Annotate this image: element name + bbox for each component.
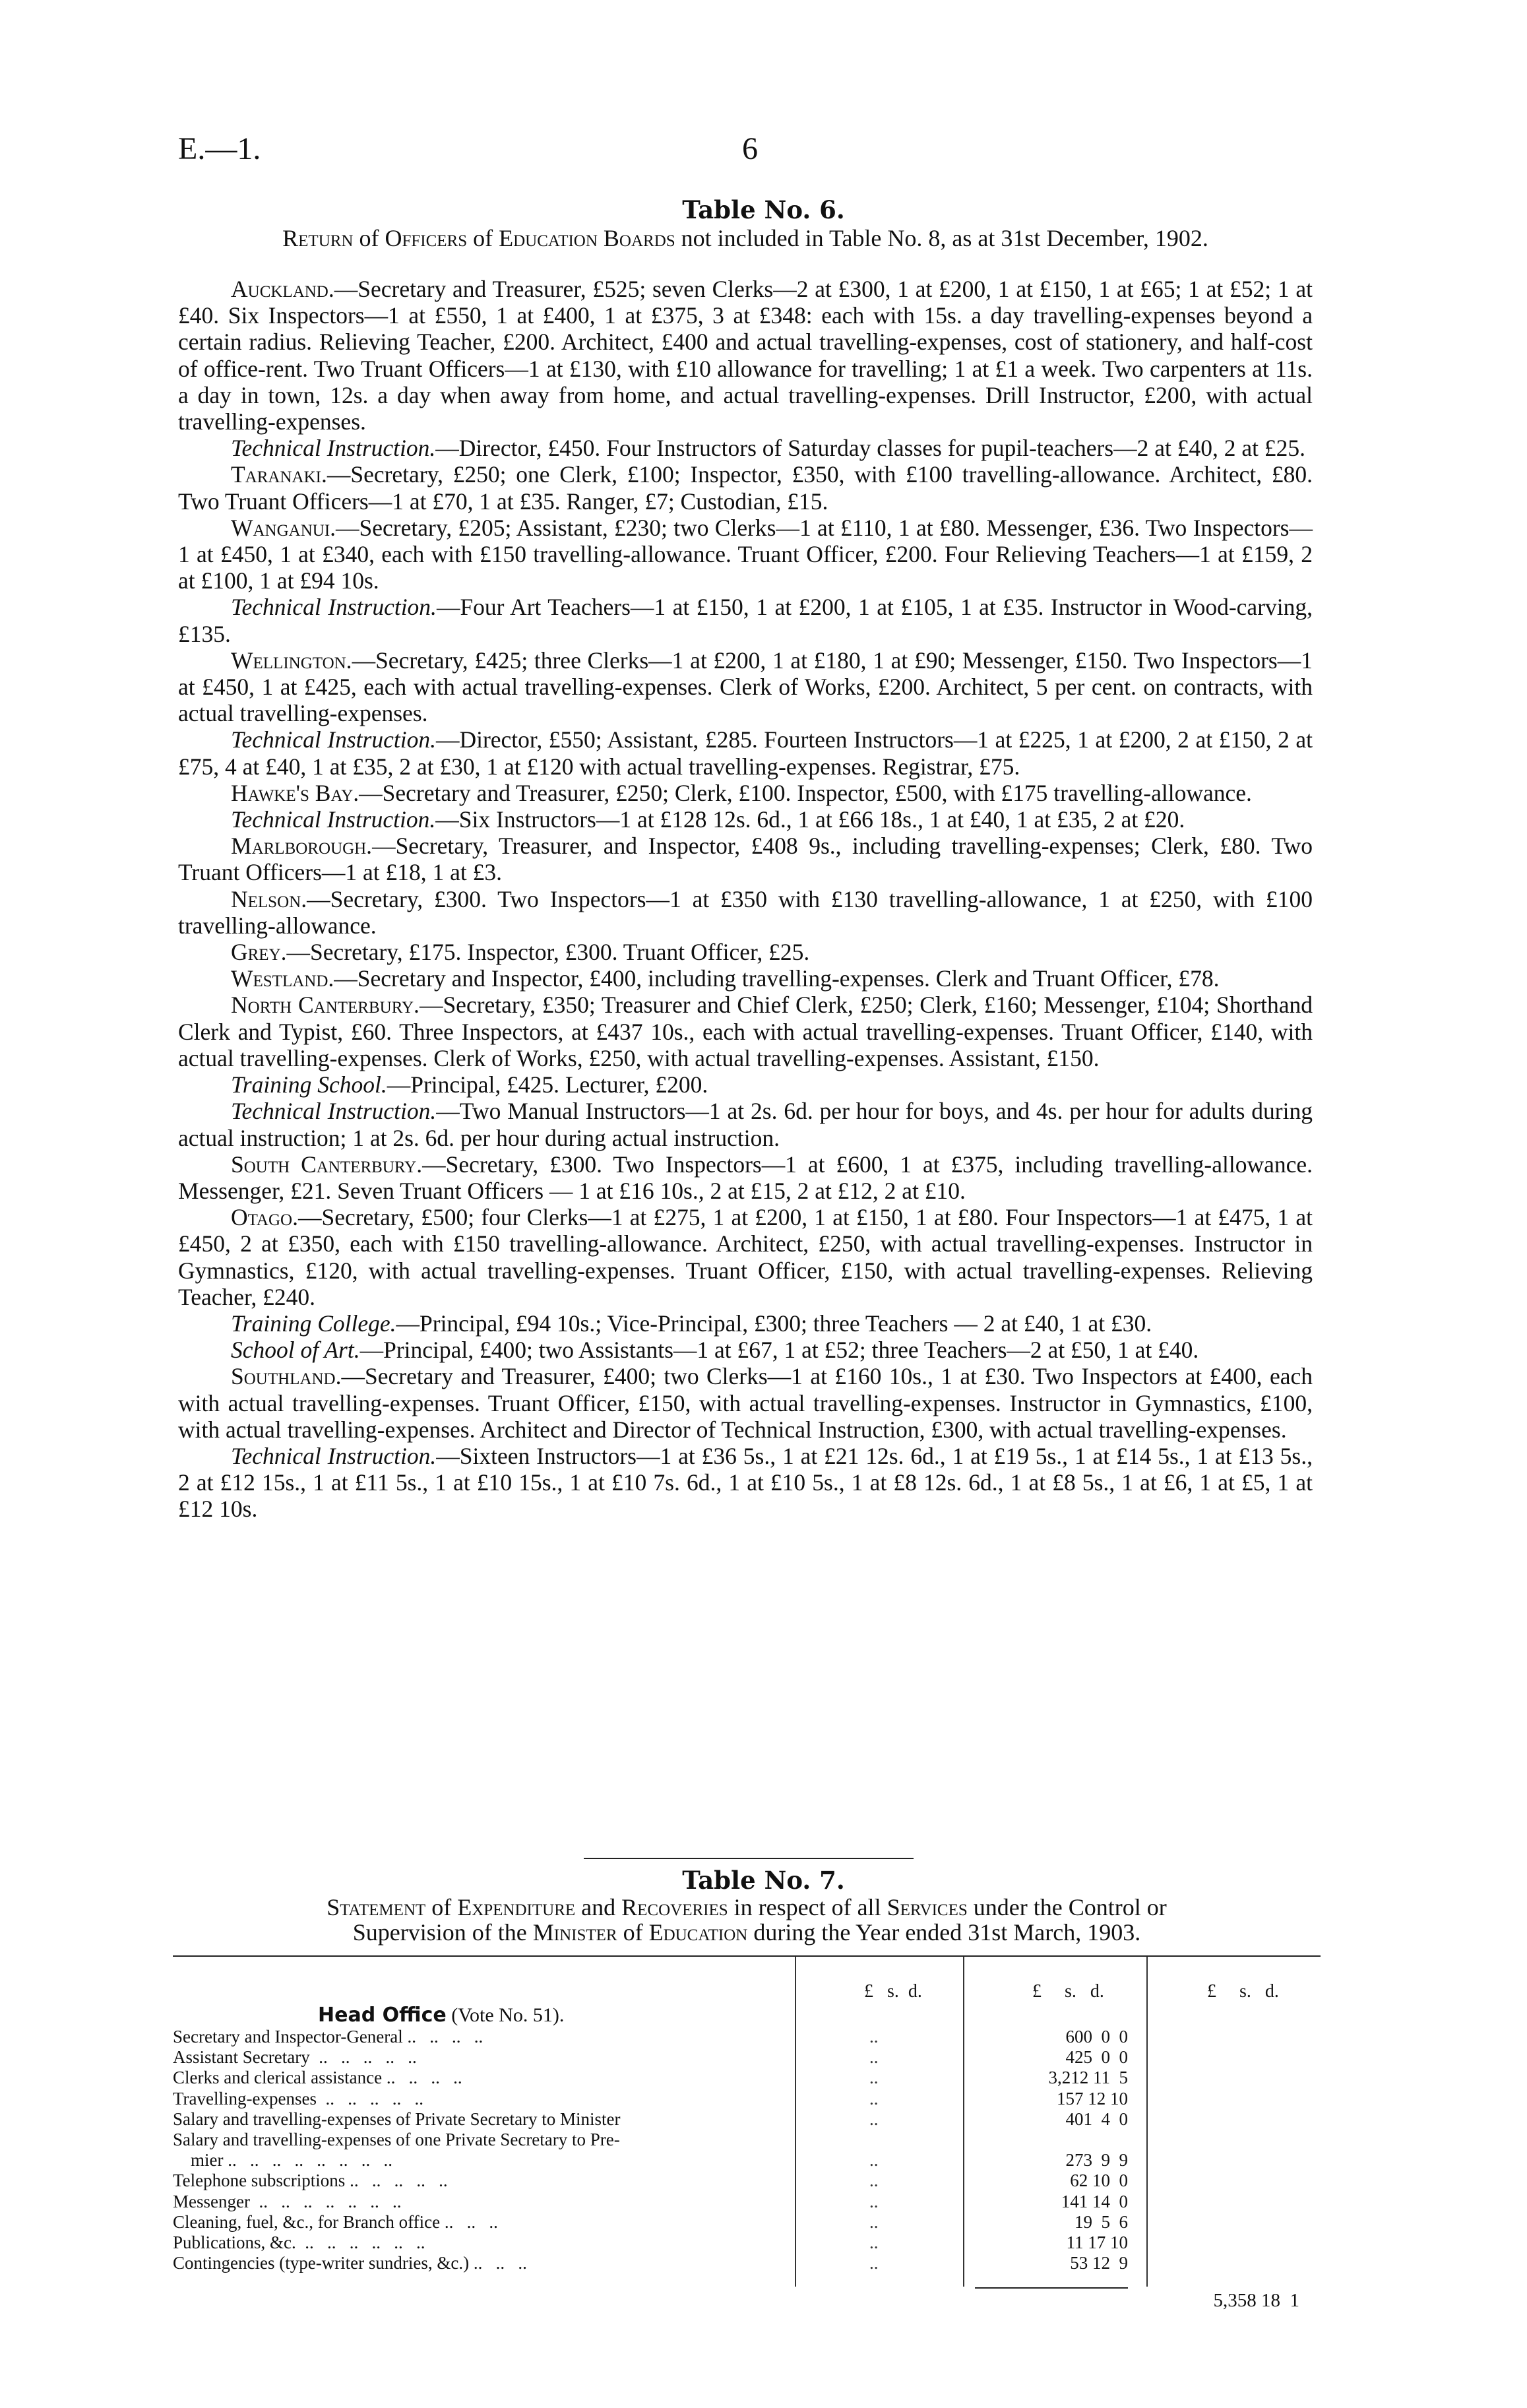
paragraph-text: —Secretary, £425; three Clerks—1 at £200, 1 at £180, 1 at £90; Messenger, £150. Two Inspectors—1 at £450, 1 at £425, each with actual travelling-expenses. Clerk of Works, £200. Architect, 5 per cent. on contracts, with actual travelling-expenses.	[178, 647, 1313, 727]
table7-title: Table No. 7.	[682, 1866, 845, 1895]
row-label-text: Clerks and clerical assistance	[173, 2068, 383, 2087]
table6-caption	[178, 226, 1313, 251]
row-label	[173, 2110, 621, 2128]
amount-cell: 62 10 0	[1070, 2170, 1128, 2190]
caption-part: Supervision of the	[352, 1919, 533, 1946]
paragraph-text: —Secretary, £350; Treasurer and Chief Clerk, £250; Clerk, £160; Messenger, £104; Shorthand Clerk and Typist, £60. Three Inspectors, at £437 10s., each with actual travelling-expenses. Truant Officer, £140, with actual travelling-expenses. Clerk of Works, £250, with actual travelling-expenses. Assistant, £150.	[178, 992, 1313, 1071]
table6-paragraph	[178, 1310, 1313, 1337]
caption-part: Officers	[385, 225, 468, 251]
board-name: Taranaki.	[231, 461, 327, 488]
paragraph-text: —Secretary, Treasurer, and Inspector, £408 9s., including travelling-expenses; Clerk, £80. Two Truant Officers—1 at £18, 1 at £3.	[178, 833, 1313, 886]
amount-cell: 425 0 0	[1065, 2047, 1128, 2067]
board-name: Southland.	[231, 1363, 342, 1390]
table6-paragraph	[178, 886, 1313, 939]
paragraph-text: —Principal, £94 10s.; Vice-Principal, £300; three Teachers — 2 at £40, 1 at £30.	[396, 1310, 1152, 1337]
paragraph-text: —Principal, £425. Lecturer, £200.	[387, 1071, 708, 1098]
row-label	[173, 2131, 620, 2149]
table6-paragraph	[178, 780, 1313, 806]
empty-cell-marker: ..	[869, 2089, 879, 2108]
section-title: Head Office	[318, 2004, 447, 2027]
leader-dots: .. .. .. .. ..	[309, 2047, 417, 2067]
column-header: £ s. d.	[864, 1981, 922, 2002]
table6-paragraph	[178, 806, 1313, 833]
table6-paragraph	[178, 594, 1313, 647]
caption-part: Expenditure	[457, 1894, 576, 1920]
table7-column-divider	[795, 1957, 796, 2287]
leader-dots: .. .. .. ..	[382, 2068, 462, 2087]
caption-line	[173, 1895, 1321, 1920]
row-label	[173, 2090, 423, 2108]
paragraph-text: —Secretary, £300. Two Inspectors—1 at £600, 1 at £375, including travelling-allowance. Messenger, £21. Seven Truant Officers — 1 at £16 10s., 2 at £15, 2 at £12, 2 at £10.	[178, 1151, 1313, 1204]
table6-paragraph	[178, 1443, 1313, 1523]
paragraph-text: —Principal, £400; two Assistants—1 at £67, 1 at £52; three Teachers—2 at £50, 1 at £40.	[359, 1337, 1199, 1364]
row-label	[173, 2193, 401, 2211]
row-label-text: mier	[173, 2150, 224, 2170]
caption-part: of	[353, 225, 385, 251]
empty-cell-marker: ..	[869, 2212, 879, 2232]
separator-rule	[584, 1858, 914, 1859]
row-label	[173, 2234, 425, 2252]
amount-cell: 141 14 0	[1061, 2192, 1128, 2211]
column-header: £ s. d.	[1032, 1981, 1104, 2002]
caption-part: of	[425, 1894, 458, 1920]
table6-paragraph	[178, 435, 1313, 461]
row-label	[173, 2028, 483, 2046]
empty-cell-marker: ..	[869, 2109, 879, 2129]
board-name: Hawke's Bay.	[231, 779, 359, 806]
paragraph-text: —Secretary, £175. Inspector, £300. Truant Officer, £25.	[286, 939, 810, 966]
table6-paragraph	[178, 939, 1313, 965]
caption-line	[173, 1920, 1321, 1945]
row-label-text: Secretary and Inspector-General	[173, 2027, 403, 2046]
board-name: Nelson.	[231, 885, 307, 912]
leader-dots: .. .. ..	[440, 2212, 498, 2232]
amount-cell: 19 5 6	[1075, 2212, 1128, 2232]
board-name: Grey.	[231, 939, 287, 966]
empty-cell-marker: ..	[869, 2170, 879, 2190]
leader-dots: .. .. .. ..	[402, 2027, 483, 2046]
table6-paragraph	[178, 833, 1313, 885]
subsection-name: Technical Instruction.	[231, 1442, 437, 1469]
paragraph-text: —Sixteen Instructors—1 at £36 5s., 1 at £21 12s. 6d., 1 at £19 5s., 1 at £14 5s., 1 at £13 5s., 2 at £12 15s., 1 at £11 5s., 1 at £10 15s., 1 at £10 7s. 6d., 1 at £10 5s., 1 at £8 12s. 6d., 1 at £8 5s., 1 at £6, 1 at £5, 1 at £12 10s.	[178, 1442, 1313, 1523]
caption-part: of	[467, 225, 499, 251]
leader-dots: .. .. ..	[469, 2253, 527, 2273]
table6-paragraph	[178, 647, 1313, 727]
row-label	[173, 2069, 462, 2087]
leader-dots: .. .. .. .. .. ..	[296, 2233, 425, 2252]
board-name: Wanganui.	[231, 514, 336, 541]
board-name: North Canterbury.	[231, 992, 420, 1019]
row-label-text: Telephone subscriptions	[173, 2170, 346, 2190]
subsection-name: School of Art.	[231, 1337, 360, 1364]
document-reference: E.—1.	[178, 131, 261, 166]
paragraph-text: —Secretary, £300. Two Inspectors—1 at £350 with £130 travelling-allowance, 1 at £250, with £100 travelling-allowance.	[178, 885, 1313, 939]
amount-cell: 53 12 9	[1070, 2253, 1128, 2273]
subsection-name: Technical Instruction.	[231, 726, 436, 753]
paragraph-text: —Secretary and Treasurer, £250; Clerk, £100. Inspector, £500, with £175 travelling-allowance.	[359, 779, 1252, 806]
paragraph-text: —Four Art Teachers—1 at £150, 1 at £200, 1 at £105, 1 at £35. Instructor in Wood-carving, £135.	[178, 594, 1313, 647]
caption-part: Education Boards	[499, 225, 675, 251]
paragraph-text: —Secretary, £205; Assistant, £230; two Clerks—1 at £110, 1 at £80. Messenger, £36. Two Inspectors—1 at £450, 1 at £340, each with £150 travelling-allowance. Truant Officer, £200. Four Relieving Teachers—1 at £159, 2 at £100, 1 at £94 10s.	[178, 514, 1313, 594]
column-header: £ s. d.	[1207, 1981, 1279, 2002]
table6-paragraph	[178, 1363, 1313, 1443]
subsection-name: Training College.	[231, 1310, 396, 1337]
empty-cell-marker: ..	[869, 2027, 879, 2046]
row-label	[173, 2172, 448, 2190]
table6-paragraph	[178, 1071, 1313, 1098]
leader-dots: .. .. .. .. .. .. ..	[249, 2192, 402, 2211]
caption-part: Recoveries	[621, 1894, 728, 1920]
empty-cell-marker: ..	[869, 2233, 879, 2252]
row-label-text: Cleaning, fuel, &c., for Branch office	[173, 2212, 441, 2232]
leader-dots: .. .. .. .. .. .. .. ..	[223, 2150, 392, 2170]
table7-total: 5,358 18 1	[1213, 2290, 1299, 2311]
row-label-text: Messenger	[173, 2192, 250, 2211]
table7-top-rule	[173, 1955, 1321, 1957]
table6-paragraph	[178, 1151, 1313, 1204]
table6-paragraph	[178, 461, 1313, 514]
paragraph-text: —Secretary and Treasurer, £400; two Clerks—1 at £160 10s., 1 at £30. Two Inspectors at £400, each with actual travelling-expenses. Truant Officer, £150, with actual travelling-expenses. Instructor in Gymnastics, £100, with actual travelling-expenses. Architect and Director of Technical Instruction, £300, with actual travelling-expenses.	[178, 1363, 1313, 1443]
row-label-text: Salary and travelling-expenses of Private Secretary to Minister	[173, 2109, 621, 2129]
subsection-name: Training School.	[231, 1071, 387, 1098]
table6-paragraph	[178, 1204, 1313, 1310]
table6-paragraph	[178, 726, 1313, 779]
table6-body	[178, 276, 1313, 1523]
page-number: 6	[742, 131, 758, 166]
caption-part: Statement	[327, 1894, 426, 1920]
paragraph-text: —Secretary, £250; one Clerk, £100; Inspector, £350, with £100 travelling-allowance. Architect, £80. Two Truant Officers—1 at £70, 1 at £35. Ranger, £7; Custodian, £15.	[178, 461, 1313, 515]
board-name: South Canterbury.	[231, 1151, 423, 1178]
subsection-name: Technical Instruction.	[231, 435, 436, 462]
row-label-text: Travelling-expenses	[173, 2089, 317, 2108]
caption-part: in respect of all	[728, 1894, 887, 1920]
empty-cell-marker: ..	[869, 2192, 879, 2211]
amount-cell: 3,212 11 5	[1048, 2068, 1128, 2087]
empty-cell-marker: ..	[869, 2150, 879, 2170]
board-name: Marlborough.	[231, 833, 373, 860]
caption-part: during the Year ended 31st March, 1903.	[747, 1919, 1141, 1946]
empty-cell-marker: ..	[869, 2047, 879, 2067]
paragraph-text: —Secretary, £500; four Clerks—1 at £275, 1 at £200, 1 at £150, 1 at £80. Four Inspectors—1 at £475, 1 at £450, 2 at £350, each with £150 travelling-allowance. Architect, £250, with actual travelling-expenses. Instructor in Gymnastics, £120, with actual travelling-expenses. Truant Officer, £150, with actual travelling-expenses. Relieving Teacher, £240.	[178, 1204, 1313, 1310]
section-heading	[318, 2004, 564, 2027]
paragraph-text: —Secretary and Treasurer, £525; seven Clerks—2 at £300, 1 at £200, 1 at £150, 1 at £65; 1 at £52; 1 at £40. Six Inspectors—1 at £550, 1 at £400, 1 at £375, 3 at £348: each with 15s. a day travelling-expenses beyond a certain radius. Relieving Teacher, £200. Architect, £400 and actual travelling-expenses, cost of stationery, and half-cost of office-rent. Two Truant Officers—1 at £130, with £10 allowance for travelling; 1 at £1 a week. Two carpenters at 11s. a day in town, 12s. a day when away from home, and actual travelling-expenses. Drill Instructor, £200, with actual travelling-expenses.	[178, 276, 1313, 435]
row-label-text: Contingencies (type-writer sundries, &c.)	[173, 2253, 470, 2273]
subsection-name: Technical Instruction.	[231, 806, 436, 833]
paragraph-text: —Two Manual Instructors—1 at 2s. 6d. per hour for boys, and 4s. per hour for adults during actual instruction; 1 at 2s. 6d. per hour during actual instruction.	[178, 1098, 1313, 1151]
table6-paragraph	[178, 1337, 1313, 1363]
caption-part: Return	[282, 225, 354, 251]
row-label	[173, 2254, 527, 2272]
leader-dots: .. .. .. .. ..	[316, 2089, 423, 2108]
board-name: Otago.	[231, 1204, 298, 1231]
row-label-text: Salary and travelling-expenses of one Private Secretary to Pre-	[173, 2130, 620, 2149]
paragraph-text: —Six Instructors—1 at £128 12s. 6d., 1 at £66 18s., 1 at £40, 1 at £35, 2 at £20.	[435, 806, 1185, 833]
board-name: Auckland.	[231, 276, 334, 302]
section-vote: (Vote No. 51).	[446, 2004, 565, 2026]
table7-column-divider	[1146, 1957, 1148, 2287]
row-label-text: Publications, &c.	[173, 2233, 296, 2252]
caption-part: Services	[887, 1894, 968, 1920]
amount-cell: 11 17 10	[1066, 2233, 1128, 2252]
caption-part: of	[617, 1919, 649, 1946]
paragraph-text: —Secretary and Inspector, £400, including travelling-expenses. Clerk and Truant Officer, £78.	[334, 965, 1220, 992]
paragraph-text: —Director, £550; Assistant, £285. Fourteen Instructors—1 at £225, 1 at £200, 2 at £150, 2 at £75, 4 at £40, 1 at £35, 2 at £30, 1 at £120 with actual travelling-expenses. Registrar, £75.	[178, 726, 1313, 780]
amount-cell: 600 0 0	[1065, 2027, 1128, 2046]
subsection-name: Technical Instruction.	[231, 594, 437, 621]
table7-caption	[173, 1895, 1321, 1945]
row-label-text: Assistant Secretary	[173, 2047, 310, 2067]
leader-dots: .. .. .. .. ..	[345, 2170, 448, 2190]
table6-title: Table No. 6.	[682, 195, 845, 224]
subsection-name: Technical Instruction.	[231, 1098, 437, 1125]
table6-paragraph	[178, 515, 1313, 594]
empty-cell-marker: ..	[869, 2068, 879, 2087]
amount-cell: 157 12 10	[1057, 2089, 1128, 2108]
table6-paragraph	[178, 1098, 1313, 1151]
table7-column-divider	[963, 1957, 964, 2287]
board-name: Westland.	[231, 965, 334, 992]
row-label	[173, 2048, 417, 2066]
amount-cell: 401 4 0	[1065, 2109, 1128, 2129]
caption-part: under the Control or	[967, 1894, 1167, 1920]
caption-part: not included in Table No. 8, as at 31st December, 1902.	[675, 225, 1208, 251]
total-rule	[975, 2287, 1128, 2289]
amount-cell: 273 9 9	[1065, 2150, 1128, 2170]
table6-paragraph	[178, 276, 1313, 435]
empty-cell-marker: ..	[869, 2253, 879, 2273]
board-name: Wellington.	[231, 647, 352, 674]
caption-part: Education	[648, 1919, 748, 1946]
row-label	[173, 2151, 392, 2169]
paragraph-text: —Director, £450. Four Instructors of Saturday classes for pupil-teachers—2 at £40, 2 at £25.	[435, 435, 1305, 462]
table6-paragraph	[178, 992, 1313, 1071]
caption-part: Minister	[532, 1919, 617, 1946]
table6-paragraph	[178, 965, 1313, 992]
caption-part: and	[575, 1894, 622, 1920]
row-label	[173, 2213, 498, 2231]
